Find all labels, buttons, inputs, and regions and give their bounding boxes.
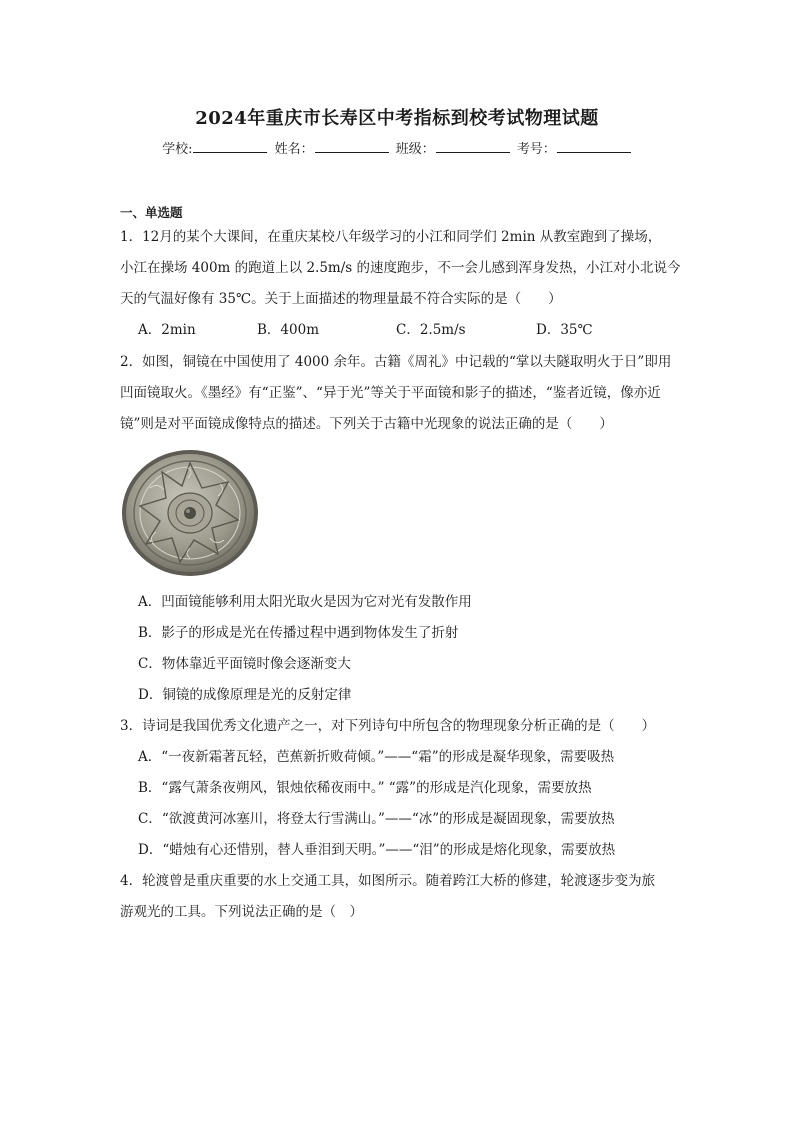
q2-option-a[interactable]: A．凹面镜能够利用太阳光取火是因为它对光有发散作用 (138, 594, 472, 610)
q3-option-b[interactable]: B．“露气萧条夜朔风，银烛依稀夜雨中。” “露”的形成是汽化现象，需要放热 (138, 780, 592, 796)
page-title: 2024年重庆市长寿区中考指标到校考试物理试题 (195, 108, 599, 129)
q3-option-d[interactable]: D．“蜡烛有心还惜别，替人垂泪到天明。”——“泪”的形成是熔化现象，需要放热 (138, 842, 616, 858)
section-heading: 一、单选题 (120, 205, 183, 220)
q2-option-b[interactable]: B．影子的形成是光在传播过程中遇到物体发生了折射 (138, 625, 459, 641)
q1-option-d[interactable]: D．35℃ (536, 322, 593, 338)
q2-line: 凹面镜取火。《墨经》有“正鉴”、“异于光”等关于平面镜和影子的描述，“鉴者近镜，像亦近 (120, 385, 661, 401)
bronze-mirror-image (120, 448, 260, 578)
name-label: 姓名： (274, 142, 314, 157)
name-field[interactable] (315, 140, 389, 153)
q3-option-c[interactable]: C．“欲渡黄河冰塞川，将登太行雪满山。”——“冰”的形成是凝固现象，需要放热 (138, 811, 615, 827)
q1-option-a[interactable]: A．2min (138, 322, 196, 338)
id-field[interactable] (557, 140, 631, 153)
q4-line: 4．轮渡曾是重庆重要的水上交通工具，如图所示。随着跨江大桥的修建，轮渡逐步变为旅 (120, 873, 656, 889)
id-label: 考号： (516, 142, 556, 157)
q1-line: 天的气温好像有 35℃。关于上面描述的物理量最不符合实际的是（ ） (120, 291, 562, 307)
school-field[interactable] (193, 140, 267, 153)
student-info-row (0, 138, 794, 157)
q2-line: 2．如图，铜镜在中国使用了 4000 余年。古籍《周礼》中记载的“掌以夫隧取明火于日”即用 (120, 354, 672, 370)
q1-option-c[interactable]: C．2.5m/s (396, 322, 466, 338)
q1-option-b[interactable]: B．400m (257, 322, 319, 338)
q4-line: 游观光的工具。下列说法正确的是（ ） (120, 904, 363, 920)
q3-option-a[interactable]: A．“一夜新霜著瓦轻，芭蕉新折败荷倾。”——“霜”的形成是凝华现象，需要吸热 (138, 749, 615, 765)
class-field[interactable] (436, 140, 510, 153)
q2-option-c[interactable]: C．物体靠近平面镜时像会逐渐变大 (138, 656, 351, 672)
class-label: 班级： (395, 142, 435, 157)
q2-line: 镜”则是对平面镜成像特点的描述。下列关于古籍中光现象的说法正确的是（ ） (120, 416, 613, 432)
q2-option-d[interactable]: D．铜镜的成像原理是光的反射定律 (138, 687, 352, 703)
q1-line: 小江在操场 400m 的跑道上以 2.5m/s 的速度跑步，不一会儿感到浑身发热，小江对小北说今 (120, 260, 681, 276)
school-label: 学校: (162, 142, 193, 157)
q3-line: 3．诗词是我国优秀文化遗产之一，对下列诗句中所包含的物理现象分析正确的是（ ） (120, 718, 656, 734)
q1-line: 1．12月的某个大课间，在重庆某校八年级学习的小江和同学们 2min 从教室跑到了操场， (120, 229, 662, 245)
